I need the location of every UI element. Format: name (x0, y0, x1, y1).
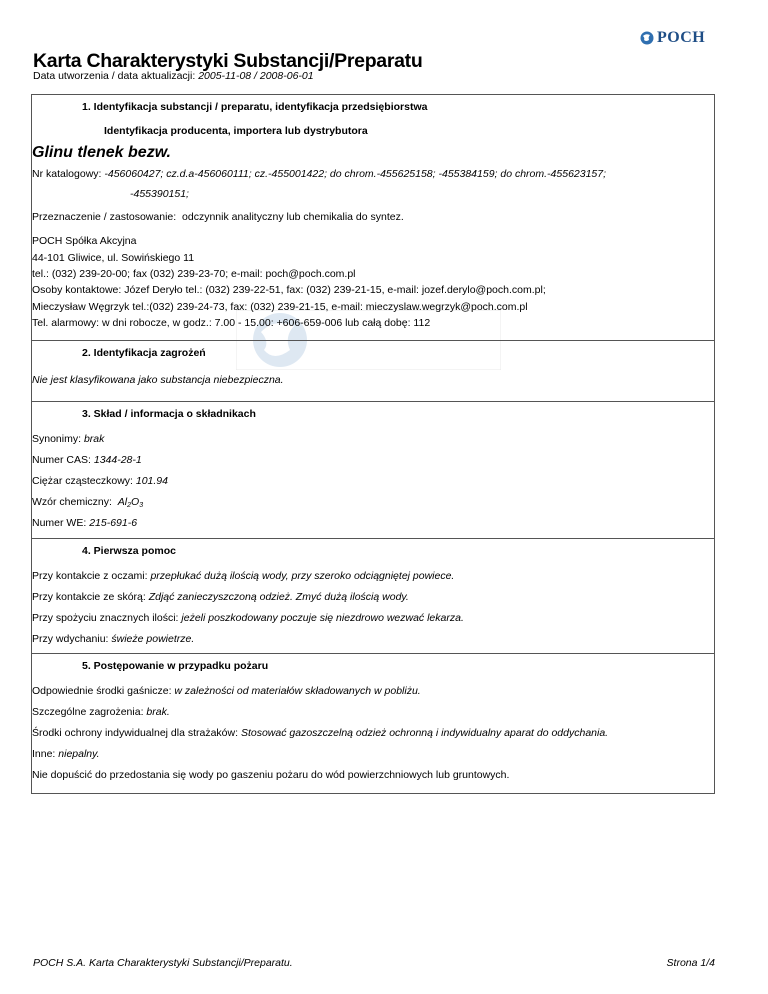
other-line (32, 748, 100, 760)
section-4 (31, 538, 715, 654)
formula-o: O (131, 496, 140, 508)
section-1-subheading: Identyfikacja producenta, importera lub dystrybutora (104, 125, 368, 137)
page-number: Strona 1/4 (666, 957, 715, 969)
cas-line (32, 454, 142, 466)
formula-value (118, 496, 143, 508)
cas-value: 1344-28-1 (93, 454, 142, 466)
catalog-label: Nr katalogowy: (32, 168, 102, 180)
purpose-value: odczynnik analityczny lub chemikalia do syntez. (182, 211, 404, 223)
dates-label: Data utworzenia / data aktualizacji: (33, 70, 196, 82)
section-2-heading: 2. Identyfikacja zagrożeń (82, 347, 206, 359)
ingest-line (32, 612, 464, 624)
contact-person-1: Osoby kontaktowe: Józef Deryło tel.: (032) 239-22-51, fax: (032) 239-21-15, e-mail: jozef.derylo@poch.com.pl; (32, 284, 546, 296)
company-address: 44-101 Gliwice, ul. Sowińskiego 11 (32, 252, 195, 264)
formula-o-sub: 3 (139, 502, 144, 509)
document-dates (33, 70, 314, 82)
mass-label: Ciężar cząsteczkowy: (32, 475, 133, 487)
hazards-label: Szczególne zagrożenia: (32, 706, 144, 718)
catalog-numbers (32, 168, 606, 180)
company-name: POCH Spółka Akcyjna (32, 235, 137, 247)
section-1 (31, 94, 715, 341)
hazard-text: Nie jest klasyfikowana jako substancja niebezpieczna. (32, 374, 284, 386)
document-title: Karta Charakterystyki Substancji/Preparatu (33, 50, 423, 72)
ingest-label: Przy spożyciu znacznych ilości: (32, 612, 179, 624)
footer-title: POCH S.A. Karta Charakterystyki Substancji/Preparatu. (33, 957, 293, 969)
poch-logo (640, 29, 705, 47)
synonyms-line (32, 433, 104, 445)
formula-al: Al (117, 496, 128, 508)
product-name: Glinu tlenek bezw. (32, 144, 171, 161)
hazards-line (32, 706, 170, 718)
purpose-label: Przeznaczenie / zastosowanie: (32, 211, 177, 223)
purpose-line (32, 211, 404, 223)
eyes-line (32, 570, 454, 582)
skin-label: Przy kontakcie ze skórą: (32, 591, 146, 603)
we-label: Numer WE: (32, 517, 87, 529)
eyes-label: Przy kontakcie z oczami: (32, 570, 148, 582)
globe-icon (640, 31, 654, 45)
mass-line (32, 475, 168, 487)
formula-al-sub: 2 (127, 502, 132, 509)
company-phone: tel.: (032) 239-20-00; fax (032) 239-23-70; e-mail: poch@poch.com.pl (32, 268, 356, 280)
section-1-heading: 1. Identyfikacja substancji / preparatu, identyfikacja przedsiębiorstwa (82, 101, 428, 113)
section-2 (31, 340, 715, 402)
mass-value: 101.94 (135, 475, 168, 487)
cas-label: Numer CAS: (32, 454, 91, 466)
section-3-heading: 3. Skład / informacja o składnikach (82, 408, 256, 420)
hazard-classification (32, 374, 284, 386)
agents-value: w zależności od materiałów składowanych w pobliżu. (174, 685, 421, 697)
agents-label: Odpowiednie środki gaśnicze: (32, 685, 172, 697)
skin-line (32, 591, 409, 603)
catalog-value-1: -456060427; cz.d.a-456060111; cz.-455001422; do chrom.-455625158; -455384159; do chrom.-455623157; (104, 168, 607, 180)
contact-person-2: Mieczysław Węgrzyk tel.:(032) 239-24-73, fax: (032) 239-21-15, e-mail: mieczyslaw.wegrzyk@poch.com.pl (32, 301, 528, 313)
section-5 (31, 653, 715, 794)
synonyms-label: Synonimy: (32, 433, 82, 445)
inhale-line (32, 633, 194, 645)
inhale-value: świeże powietrze. (111, 633, 195, 645)
section-3 (31, 401, 715, 539)
other-value: niepalny. (58, 748, 100, 760)
section-4-heading: 4. Pierwsza pomoc (82, 545, 176, 557)
catalog-numbers-cont (130, 188, 189, 200)
section-5-heading: 5. Postępowanie w przypadku pożaru (82, 660, 269, 672)
ppe-label: Środki ochrony indywidualnej dla strażaków: (32, 727, 239, 739)
eyes-value: przepłukać dużą ilością wody, przy szeroko odciągniętej powiece. (150, 570, 455, 582)
ppe-line (32, 727, 608, 739)
ingest-value: jeżeli poszkodowany poczuje się niezdrowo wezwać lekarza. (181, 612, 464, 624)
ppe-value: Stosować gazoszczelną odzież ochronną i indywidualny aparat do oddychania. (240, 727, 609, 739)
logo-text: POCH (657, 29, 706, 46)
skin-value: Zdjąć zanieczyszczoną odzież. Zmyć dużą ilością wody. (148, 591, 409, 603)
formula-line (32, 496, 143, 509)
inhale-label: Przy wdychaniu: (32, 633, 109, 645)
we-line (32, 517, 137, 529)
catalog-value-2: -455390151; (130, 188, 189, 200)
fire-note: Nie dopuścić do przedostania się wody po gaszeniu pożaru do wód powierzchniowych lub gruntowych. (32, 769, 510, 781)
hazards-value: brak. (146, 706, 170, 718)
other-label: Inne: (32, 748, 56, 760)
emergency-phone: Tel. alarmowy: w dni robocze, w godz.: 7.00 - 15.00: +606-659-006 lub całą dobę: 112 (32, 317, 431, 329)
dates-value: 2005-11-08 / 2008-06-01 (198, 70, 314, 82)
formula-label: Wzór chemiczny: (32, 496, 112, 508)
synonyms-value: brak (83, 433, 105, 445)
agents-line (32, 685, 421, 697)
we-value: 215-691-6 (89, 517, 138, 529)
